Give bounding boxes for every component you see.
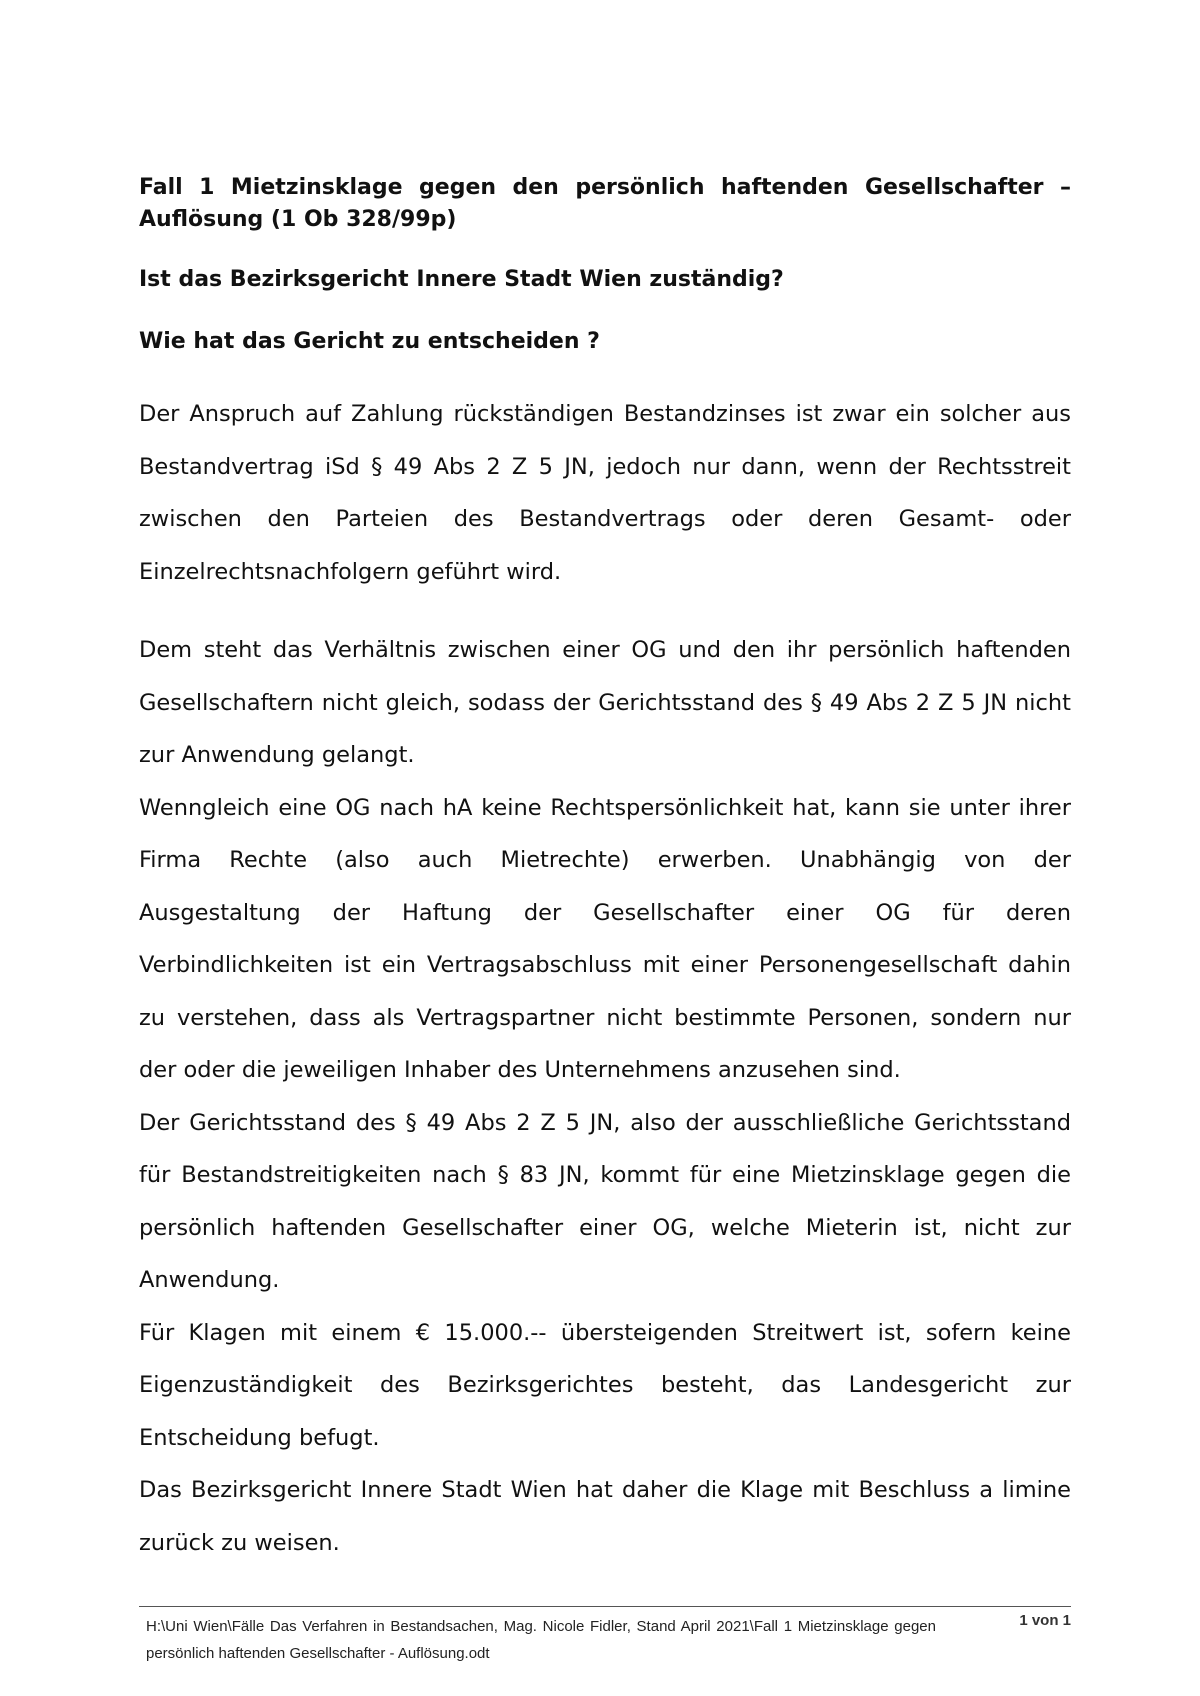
paragraph-venue: Der Gerichtsstand des § 49 Abs 2 Z 5 JN, also der ausschließliche Gerichtsstand für Bestandstreitigkeiten nach § 83 JN, kommt für eine Mietzinsklage gegen die persönlich haftenden Gesellschafter einer OG, welche Mieterin ist, nicht zur Anwendung.	[139, 1109, 1071, 1293]
footer-divider	[139, 1606, 1071, 1607]
paragraph-claim: Der Anspruch auf Zahlung rückständigen Bestandzinses ist zwar ein solcher aus Bestandvertrag iSd § 49 Abs 2 Z 5 JN, jedoch nur dann, wenn der Rechtsstreit zwischen den Parteien des Bestandvertrags oder deren Gesamt- oder Einzelrechtsnachfolgern geführt wird.	[139, 401, 1071, 585]
question-decision: Wie hat das Gericht zu entscheiden ?	[139, 329, 600, 354]
footer-file-path: H:\Uni Wien\Fälle Das Verfahren in Bestandsachen, Mag. Nicole Fidler, Stand April 2021\Fall 1 Mietzinsklage gegen persönlich haftenden Gesellschafter - Auflösung.odt	[146, 1618, 936, 1662]
paragraph-legal-personality: Wenngleich eine OG nach hA keine Rechtspersönlichkeit hat, kann sie unter ihrer Firma Rechte (also auch Mietrechte) erwerben. Unabhängig von der Ausgestaltung der Haftung der Gesellschafter einer OG für deren Verbindlichkeiten ist ein Vertragsabschluss mit einer Personengesellschaft dahin zu verstehen, dass als Vertragspartner nicht bestimmte Personen, sondern nur der oder die jeweiligen Inhaber des Unternehmens anzusehen sind.	[139, 794, 1071, 1083]
page-number: 1 von 1	[1019, 1612, 1071, 1629]
paragraph-conclusion: Das Bezirksgericht Innere Stadt Wien hat daher die Klage mit Beschluss a limine zurück zu weisen.	[139, 1477, 1071, 1556]
paragraph-value-threshold: Für Klagen mit einem € 15.000.-- übersteigenden Streitwert ist, sofern keine Eigenzuständigkeit des Bezirksgerichtes besteht, das Landesgericht zur Entscheidung befugt.	[139, 1319, 1071, 1451]
question-jurisdiction: Ist das Bezirksgericht Innere Stadt Wien zuständig?	[139, 267, 784, 292]
document-body	[139, 172, 1071, 1569]
paragraph-og-relationship: Dem steht das Verhältnis zwischen einer OG und den ihr persönlich haftenden Gesellschaftern nicht gleich, sodass der Gerichtsstand des § 49 Abs 2 Z 5 JN nicht zur Anwendung gelangt.	[139, 637, 1071, 768]
document-title: Fall 1 Mietzinsklage gegen den persönlich haftenden Gesellschafter – Auflösung (1 Ob 328/99p)	[139, 175, 1071, 232]
